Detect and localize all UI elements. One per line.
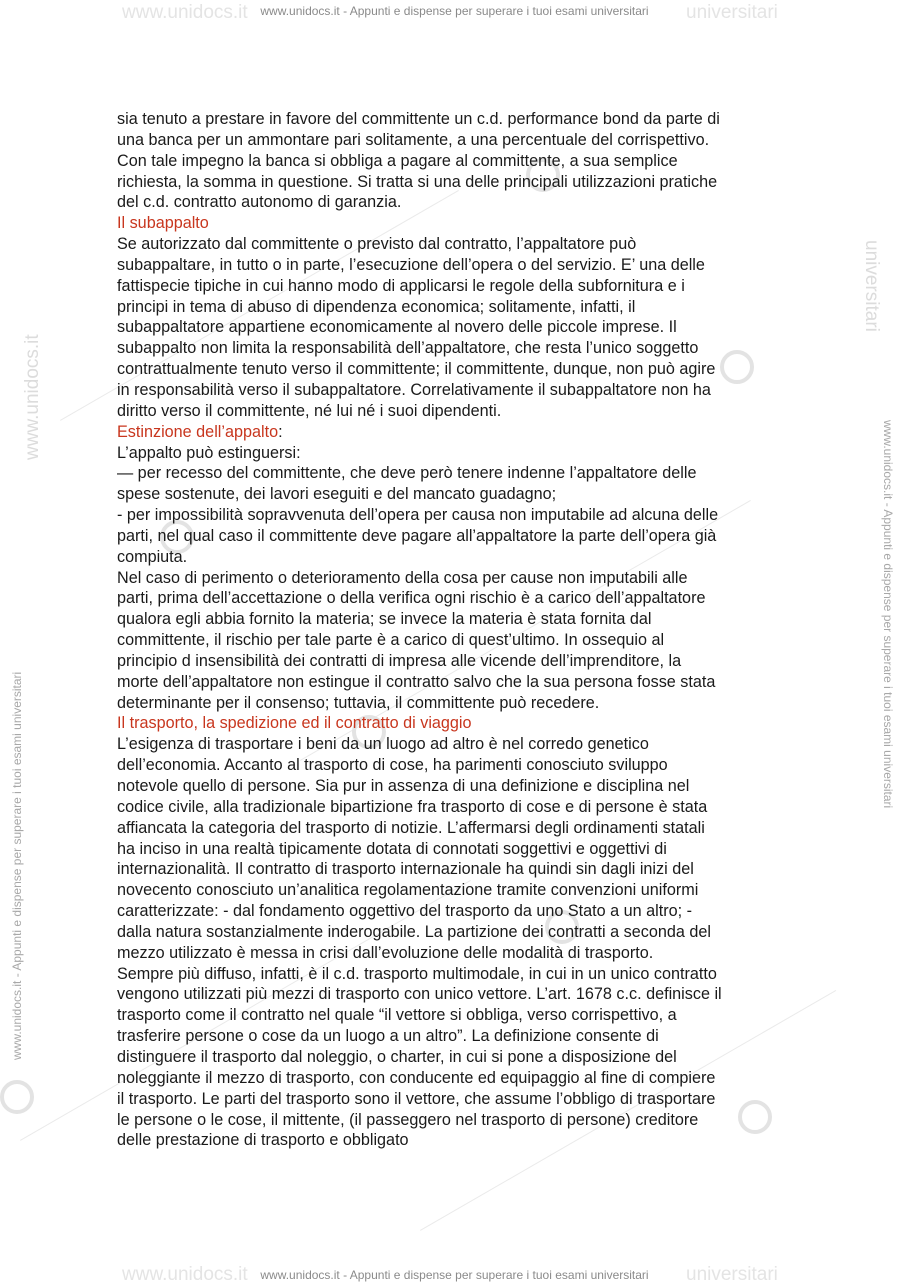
- text-line: [117, 818, 797, 839]
- section-heading: [117, 422, 797, 443]
- faint-watermark-top-right: universitari: [686, 2, 778, 23]
- line-text: subappalto non limita la responsabilità dell’appaltatore, che resta l’unico soggetto: [117, 339, 699, 358]
- text-line: [117, 797, 797, 818]
- text-line: [117, 1026, 797, 1047]
- text-line: [117, 588, 797, 609]
- line-text: parti, nel qual caso il committente deve pagare all’appaltatore la parte dell’opera già: [117, 526, 717, 545]
- line-text: subappaltare, in tutto o in parte, l’esecuzione dell’opera o del servizio. E’ una delle: [117, 255, 705, 274]
- line-text: ha inciso in una realtà tipicamente dotata di connotati soggettivi e oggettivi di: [117, 839, 667, 858]
- text-line: [117, 297, 797, 318]
- text-line: [117, 776, 797, 797]
- text-line: [117, 984, 797, 1005]
- text-line: [117, 401, 797, 422]
- watermark-logo-icon: [0, 1080, 34, 1114]
- line-text: codice civile, alla tradizionale bipartizione fra trasporto di cose e di persone è stata: [117, 797, 708, 816]
- line-text: il trasporto. Le parti del trasporto sono il vettore, che assume l’obbligo di trasportare: [117, 1089, 716, 1108]
- line-text: morte dell’appaltatore non estingue il contratto salvo che la sua persona fosse stata: [117, 672, 716, 691]
- section-heading: [117, 713, 797, 734]
- line-text: novecento conosciuto un’analitica regolamentazione tramite convenzioni uniformi: [117, 881, 699, 900]
- line-text: Con tale impegno la banca si obbliga a pagare al committente, a sua semplice: [117, 151, 678, 170]
- text-line: [117, 1005, 797, 1026]
- text-line: [117, 484, 797, 505]
- line-text: vengono utilizzati più mezzi di trasporto con unico vettore. L’art. 1678 c.c. definisce il: [117, 985, 722, 1004]
- line-text: le persone o le cose, il mittente, (il passeggero nel trasporto di persone) creditore: [117, 1110, 699, 1129]
- text-line: [117, 234, 797, 255]
- line-text: — per recesso del committente, che deve però tenere indenne l’appaltatore delle: [117, 464, 697, 483]
- heading-text: Il trasporto, la spedizione ed il contratto di viaggio: [117, 714, 472, 733]
- text-line: [117, 1110, 797, 1131]
- text-line: [117, 672, 797, 693]
- line-text: una banca per un ammontare pari solitamente, a una percentuale del corrispettivo.: [117, 130, 710, 149]
- text-line: [117, 547, 797, 568]
- text-line: [117, 943, 797, 964]
- text-line: [117, 505, 797, 526]
- watermark-right-side: www.unidocs.it - Appunti e dispense per superare i tuoi esami universitari: [881, 420, 895, 809]
- line-text: determinante per il consenso; tuttavia, il committente può recedere.: [117, 693, 600, 712]
- line-text: L’esigenza di trasportare i beni da un luogo ad altro è nel corredo genetico: [117, 735, 649, 754]
- text-line: [117, 338, 797, 359]
- line-text: principi in tema di abuso di dipendenza economica; solitamente, infatti, il: [117, 297, 636, 316]
- heading-punctuation: :: [278, 422, 283, 441]
- faint-watermark-bottom-left: www.unidocs.it: [122, 1264, 248, 1285]
- line-text: contrattualmente tenuto verso il committente; il committente, dunque, non può agire: [117, 360, 716, 379]
- line-text: notevole quello di persone. Sia pur in assenza di una definizione e disciplina nel: [117, 777, 690, 795]
- watermark-footer: www.unidocs.it - Appunti e dispense per superare i tuoi esami universitari: [260, 1268, 649, 1282]
- line-text: - per impossibilità sopravvenuta dell’opera per causa non imputabile ad alcuna delle: [117, 506, 719, 525]
- line-text: trasporto come il contratto nel quale “il vettore si obbliga, verso corrispettivo, a: [117, 1006, 677, 1025]
- text-line: [117, 443, 797, 464]
- line-text: Nel caso di perimento o deterioramento della cosa per cause non imputabili alle: [117, 568, 688, 587]
- line-text: richiesta, la somma in questione. Si tratta si una delle principali utilizzazioni pratiche: [117, 172, 718, 191]
- heading-text: Il subappalto: [117, 214, 209, 233]
- line-text: dalla natura sostanzialmente inderogabile. La partizione dei contratti a seconda del: [117, 922, 711, 941]
- faint-watermark-bottom-right: universitari: [686, 1264, 778, 1285]
- line-text: dell’economia. Accanto al trasporto di cose, ha parimenti conosciuto sviluppo: [117, 756, 668, 775]
- line-text: in responsabilità verso il subappaltatore. Correlativamente il subappaltatore non ha: [117, 380, 711, 399]
- text-line: [117, 693, 797, 714]
- line-text: L’appalto può estinguersi:: [117, 443, 301, 462]
- faint-watermark-top-left: www.unidocs.it: [122, 2, 248, 23]
- line-text: committente, il rischio per tale parte è a carico di quest’ultimo. In ossequio al: [117, 631, 665, 650]
- line-text: distinguere il trasporto dal noleggio, o charter, in cui si pone a disposizione del: [117, 1047, 677, 1066]
- text-line: [117, 839, 797, 860]
- text-line: [117, 734, 797, 755]
- line-text: fattispecie tipiche in cui hanno modo di applicarsi le regole della subfornitura e i: [117, 276, 685, 295]
- text-line: [117, 1130, 797, 1151]
- line-text: delle prestazione di trasporto e obbligato: [117, 1131, 409, 1150]
- text-line: [117, 380, 797, 401]
- text-line: [117, 192, 797, 213]
- line-text: diritto verso il committente, né lui né i suoi dipendenti.: [117, 401, 502, 420]
- text-line: [117, 651, 797, 672]
- text-line: [117, 463, 797, 484]
- line-text: caratterizzate: - dal fondamento oggettivo del trasporto da uno Stato a un altro; -: [117, 902, 692, 921]
- watermark-left-side: www.unidocs.it - Appunti e dispense per superare i tuoi esami universitari: [10, 671, 24, 1060]
- line-text: Se autorizzato dal committente o previsto dal contratto, l’appaltatore può: [117, 235, 637, 254]
- text-line: [117, 526, 797, 547]
- line-text: Sempre più diffuso, infatti, è il c.d. trasporto multimodale, in cui in un unico contratto: [117, 964, 717, 983]
- text-line: [117, 630, 797, 651]
- text-line: [117, 609, 797, 630]
- line-text: affiancata la categoria del trasporto di notizie. L’affermarsi degli ordinamenti statali: [117, 818, 705, 837]
- line-text: qualora egli abbia fornito la materia; se invece la materia è stata fornita dal: [117, 610, 652, 629]
- line-text: internazionalità. Il contratto di trasporto internazionale ha quindi sin dagli inizi del: [117, 860, 694, 879]
- text-line: [117, 255, 797, 276]
- text-line: [117, 1068, 797, 1089]
- line-text: compiuta.: [117, 547, 188, 566]
- text-line: [117, 172, 797, 193]
- line-text: parti, prima dell’accettazione o della verifica ogni rischio è a carico dell’appaltatore: [117, 589, 706, 608]
- text-line: [117, 859, 797, 880]
- text-line: [117, 317, 797, 338]
- text-line: [117, 276, 797, 297]
- text-line: [117, 901, 797, 922]
- text-line: [117, 964, 797, 985]
- text-line: [117, 151, 797, 172]
- line-text: principio d insensibilità dei contratti di impresa alle vicende dell’imprenditore, la: [117, 651, 682, 670]
- heading-text: Estinzione dell’appalto: [117, 422, 279, 441]
- text-line: [117, 1089, 797, 1110]
- text-line: [117, 359, 797, 380]
- line-text: spese sostenute, dei lavori eseguiti e del mancato guadagno;: [117, 485, 557, 504]
- line-text: mezzo utilizzato è messa in crisi dall’evoluzione delle modalità di trasporto.: [117, 943, 654, 962]
- faint-watermark-left-side: www.unidocs.it: [22, 334, 43, 460]
- watermark-header: www.unidocs.it - Appunti e dispense per superare i tuoi esami universitari: [260, 4, 649, 18]
- document-body: [117, 109, 797, 1151]
- line-text: trasferire persone o cose da un luogo a un altro”. La definizione consente di: [117, 1027, 659, 1046]
- text-line: [117, 922, 797, 943]
- line-text: del c.d. contratto autonomo di garanzia.: [117, 193, 402, 212]
- text-line: [117, 109, 797, 130]
- text-line: [117, 880, 797, 901]
- text-line: [117, 755, 797, 776]
- line-text: subappaltatore appartiene economicamente al novero delle piccole imprese. Il: [117, 318, 677, 337]
- text-line: [117, 130, 797, 151]
- text-line: [117, 1047, 797, 1068]
- line-text: sia tenuto a prestare in favore del committente un c.d. performance bond da parte di: [117, 110, 720, 128]
- faint-watermark-right-side: universitari: [861, 240, 882, 332]
- line-text: noleggiante il mezzo di trasporto, con conducente ed equipaggio al fine di compiere: [117, 1068, 716, 1087]
- section-heading: [117, 213, 797, 234]
- text-line: [117, 568, 797, 589]
